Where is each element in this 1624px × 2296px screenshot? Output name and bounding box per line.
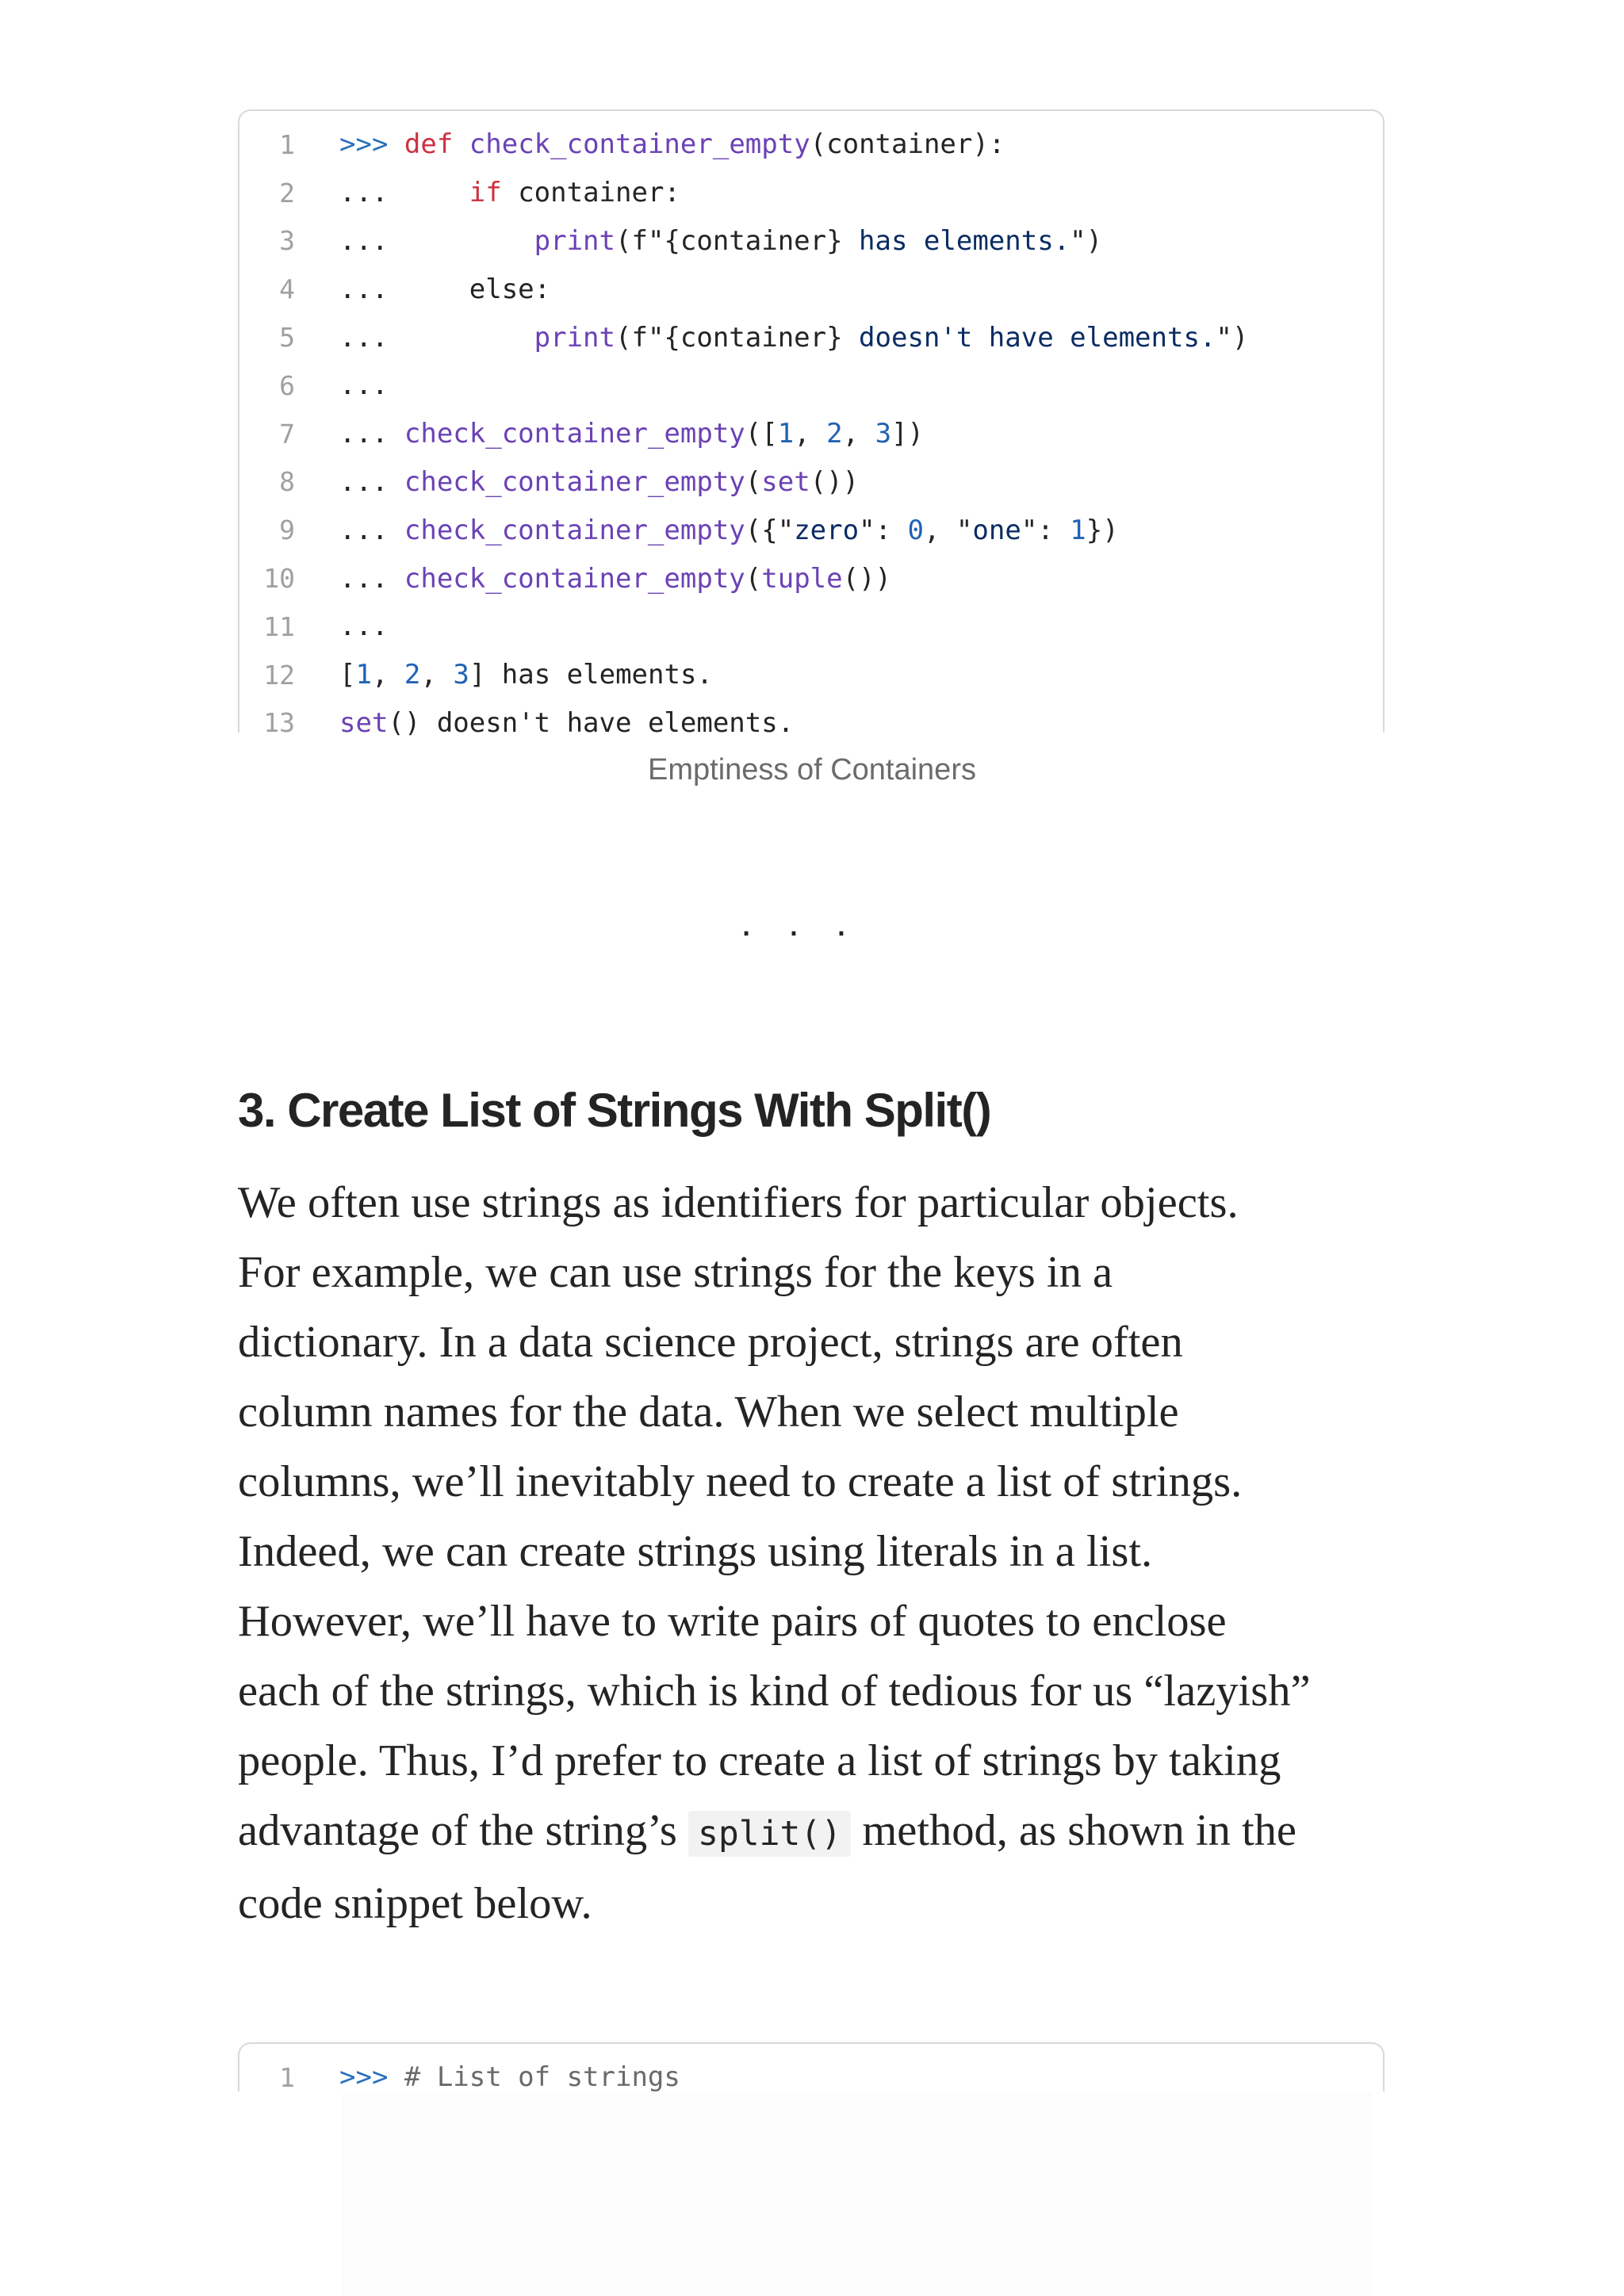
line-number: 1: [279, 128, 295, 160]
paragraph-line: dictionary. In a data science project, strings are often: [238, 1318, 1183, 1367]
code-token: has elements.: [859, 224, 1071, 257]
line-number: 7: [279, 418, 295, 450]
code-token: ...: [339, 562, 404, 595]
code-line: [239, 699, 1383, 748]
code-token: 3: [453, 659, 469, 691]
code-line: [239, 265, 1383, 313]
code-token: , ": [923, 514, 973, 546]
line-number: 11: [263, 610, 295, 642]
code-text: [339, 466, 859, 498]
code-block: [238, 2042, 1385, 2094]
paragraph-line: Indeed, we can create strings using literals in a list.: [238, 1527, 1153, 1576]
code-text: [339, 225, 1102, 257]
code-token: (f"{container}: [615, 321, 860, 354]
code-token: ()): [810, 465, 860, 498]
code-token: >>>: [339, 128, 404, 161]
inline-code: split(): [688, 1811, 851, 1857]
code-token: one: [972, 514, 1021, 546]
code-token: tuple: [761, 562, 843, 595]
figure-caption: Emptiness of Containers: [648, 753, 976, 786]
code-token: (: [745, 465, 762, 498]
line-number: 10: [263, 563, 295, 595]
line-number: 9: [279, 515, 295, 546]
code-text: [339, 515, 1119, 546]
line-number: 13: [263, 707, 295, 739]
code-text: [339, 707, 794, 739]
code-token: () doesn't have elements.: [388, 706, 795, 739]
code-token: 1: [355, 659, 372, 691]
code-token: 2: [404, 659, 421, 691]
code-token: [: [339, 659, 356, 691]
code-token: ...: [339, 177, 469, 209]
line-number: 6: [279, 369, 295, 401]
line-number: 4: [279, 274, 295, 305]
code-token: print: [534, 321, 615, 354]
code-line: [239, 458, 1383, 507]
code-token: ] has elements.: [469, 659, 713, 691]
code-token: ,: [371, 659, 404, 691]
paragraph-text: method, as shown in the: [851, 1806, 1297, 1855]
code-token: ({": [745, 514, 795, 546]
code-token: (: [745, 562, 762, 595]
code-line: [239, 410, 1383, 458]
code-token: 2: [826, 418, 843, 450]
paragraph-line: code snippet below.: [238, 1879, 592, 1928]
code-token: [453, 128, 469, 160]
code-token: check_container_empty: [404, 562, 745, 595]
code-token: check_container_empty: [404, 465, 745, 498]
paragraph-line: For example, we can use strings for the keys in a: [238, 1248, 1113, 1297]
code-text: [339, 418, 924, 450]
code-token: set: [339, 706, 389, 739]
code-line: [239, 121, 1383, 169]
code-text: [339, 610, 388, 642]
code-token: ...: [339, 224, 534, 257]
paragraph-text: advantage of the string’s: [238, 1806, 688, 1855]
code-token: (container):: [810, 128, 1005, 161]
code-line: [239, 169, 1383, 217]
code-token: doesn't have elements.: [859, 321, 1216, 354]
paragraph-line: However, we’ll have to write pairs of quotes to enclose: [238, 1597, 1227, 1646]
code-line: [239, 554, 1383, 603]
code-token: 0: [907, 514, 924, 546]
code-token: 1: [1070, 514, 1086, 546]
code-text: [339, 659, 713, 691]
code-text: [339, 2061, 680, 2093]
code-block: [238, 109, 1385, 739]
paragraph-line: We often use strings as identifiers for particular objects.: [238, 1178, 1239, 1227]
code-text: [339, 177, 680, 209]
code-token: ...: [339, 321, 534, 354]
code-token: >>>: [339, 2061, 404, 2094]
code-text: [339, 322, 1248, 354]
code-token: check_container_empty: [404, 418, 745, 450]
code-token: check_container_empty: [469, 128, 810, 161]
code-token: ...: [339, 465, 404, 498]
code-token: ...: [339, 610, 389, 643]
line-number: 3: [279, 225, 295, 257]
page-fade: [341, 2093, 1372, 2296]
code-token: "): [1216, 321, 1249, 354]
code-line: [239, 651, 1383, 699]
paragraph-line: [238, 1796, 1396, 1869]
code-token: }): [1086, 514, 1119, 546]
paragraph-line: each of the strings, which is kind of tedious for us “lazyish”: [238, 1667, 1311, 1716]
code-token: ()): [842, 562, 892, 595]
code-token: set: [761, 465, 810, 498]
code-text: [339, 128, 1005, 160]
line-number: 12: [263, 659, 295, 691]
paragraph-line: columns, we’ll inevitably need to create a list of strings.: [238, 1457, 1243, 1506]
code-token: ([: [745, 418, 778, 450]
code-line: [239, 603, 1383, 651]
code-token: container:: [501, 177, 680, 209]
code-token: ":: [859, 514, 908, 546]
paragraph-line: column names for the data. When we select multiple: [238, 1387, 1179, 1437]
body-paragraph: [238, 1168, 1396, 1938]
code-line: [239, 313, 1383, 362]
code-text: [339, 274, 550, 305]
code-token: ]): [891, 418, 925, 450]
code-token: ,: [420, 659, 454, 691]
line-number: 5: [279, 322, 295, 354]
code-token: (f"{container}: [615, 224, 860, 257]
line-number: 8: [279, 466, 295, 498]
code-token: ...: [339, 369, 389, 402]
code-line: [239, 506, 1383, 554]
code-line: [239, 217, 1383, 266]
paragraph-line: people. Thus, I’d prefer to create a list of strings by taking: [238, 1736, 1281, 1785]
code-token: "): [1070, 224, 1103, 257]
line-number: 1: [279, 2061, 295, 2093]
code-token: check_container_empty: [404, 514, 745, 546]
code-token: ...: [339, 418, 404, 450]
code-token: zero: [794, 514, 860, 546]
code-token: def: [404, 128, 454, 161]
code-token: ... else:: [339, 273, 551, 305]
code-token: 1: [777, 418, 795, 450]
code-token: if: [469, 177, 502, 209]
code-token: 3: [875, 418, 892, 450]
code-token: ,: [794, 418, 827, 450]
line-number: 2: [279, 177, 295, 209]
code-line: [239, 362, 1383, 410]
code-token: print: [534, 224, 615, 257]
section-separator: ...: [741, 900, 883, 944]
code-text: [339, 369, 388, 401]
section-heading: 3. Create List of Strings With Split(): [238, 1084, 991, 1137]
code-token: ...: [339, 514, 404, 546]
code-token: ":: [1021, 514, 1071, 546]
code-text: [339, 563, 891, 595]
code-token: ,: [842, 418, 875, 450]
code-token: # List of strings: [404, 2061, 680, 2094]
